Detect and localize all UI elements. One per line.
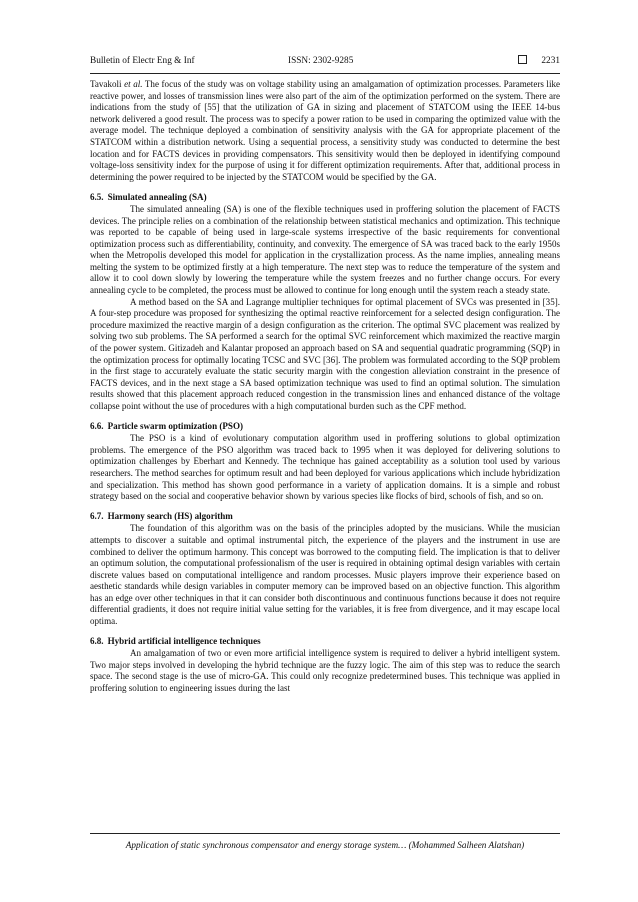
section-number: 6.6. — [90, 420, 104, 431]
section-number: 6.8. — [90, 635, 104, 646]
section-number: 6.7. — [90, 511, 104, 522]
issn: ISSN: 2302-9285 — [288, 56, 354, 66]
intro-text: The focus of the study was on voltage stability using an amalgamation of optimization processes. Parameters like reactive power, and losses of transmission lines were also part of the aim of the optimization performed on the system. There are indications from the study of [55] that the utilization of GA in sizing and placement of STATCOM using the IEEE 14-bus network delivered a good result. The process was to specify a power ration to be used in comparing the optimized value with the average model. The technique deployed a combination of sensitivity analysis with the GA for appropriate placement of the STATCOM within a distribution network. Using a sequential process, a sensitivity study was conducted to determine the best location and for FACTS devices in providing compensators. This sensitivity would then be deployed in identifying compound voltage-loss sensitivity index for the purpose of using it for different optimization requirements. After that, additional process in determining the power required to be injected by the STATCOM would be specified by the GA. — [90, 79, 560, 182]
section-paragraph: The simulated annealing (SA) is one of the flexible techniques used in proffering solution the placement of FACTS devices. The principle relies on a combination of the relationship between statistical mechanics and optimization. This technique was reported to be capable of being used in large-scale systems irrespective of the basic requirements for conventional optimization process such as differentiability, continuity, and convexity. The emergence of SA was traced back to the early 1950s when the Metropolis developed this model for application in the crystallization process. As the name implies, annealing means melting the system to be optimized firstly at a high temperature. The next step was to reduce the temperature of the system and allow it to cool down slowly by lowering the temperature while the system freezes and no further change occurs. For every annealing cycle to be completed, the process must be allowed to continue for long enough until the system reach a steady state. — [90, 203, 560, 296]
section-title: Simulated annealing (SA) — [107, 191, 207, 202]
footer-divider — [90, 833, 560, 834]
section-heading-6-8 — [90, 636, 560, 648]
section-number: 6.5. — [90, 191, 104, 202]
cited-author: Tavakoli — [90, 79, 122, 89]
section-heading-6-6 — [90, 421, 560, 433]
section-title: Harmony search (HS) algorithm — [107, 511, 233, 522]
page-number: 2231 — [541, 56, 560, 66]
et-al: et al. — [124, 79, 143, 89]
page-footer: Application of static synchronous compensator and energy storage system… (Mohammed Salheen Alatshan) — [125, 840, 525, 850]
body-text — [90, 79, 560, 695]
checkbox-square-icon — [518, 55, 527, 64]
section-title: Particle swarm optimization (PSO) — [107, 420, 243, 431]
page-number-group — [518, 54, 560, 68]
section-heading-6-5 — [90, 192, 560, 204]
intro-paragraph — [90, 79, 560, 183]
section-paragraph: A method based on the SA and Lagrange multiplier techniques for optimal placement of SVCs was presented in [35]. A four-step procedure was proposed for synthesizing the optimal reactive reinforcement for a selected design configuration. The procedure maximized the reactive margin of a design configuration as the criterion. The optimal SVC placement was realized by solving two sub problems. The SA performed a search for the optimal SVC reinforcement which maximized the reactive margin of the power system. Gitizadeh and Kalantar proposed an approach based on SA and sequential quadratic programming (SQP) in the optimization process for optimally locating TCSC and SVC [36]. The problem was formulated according to the SQP problem in the first stage to accurately evaluate the static security margin with the congestion alleviation constraint in the presence of FACTS devices, and in the next stage a SA based optimization technique was used to find an optimal solution. The simulation results showed that this placement approach reduced congestion in the transmission lines and enhanced distance of the voltage collapse point without the use of procedures with a high computational burden such as the CPF method. — [90, 296, 560, 412]
section-title: Hybrid artificial intelligence techniques — [107, 635, 261, 646]
section-heading-6-7 — [90, 511, 560, 523]
page-header — [90, 54, 560, 68]
header-divider — [90, 73, 560, 74]
section-paragraph: The PSO is a kind of evolutionary computation algorithm used in proffering solutions to global optimization problems. The emergence of the PSO algorithm was traced back to 1995 when it was deployed for delivering solutions to optimization challenges by Eberhart and Kennedy. The technique has gained acceptability as a solution tool used by various researchers. The method searches for optimum result and had been deployed for various applications which include hybridization and specialization. This method has shown good performance in a variety of application domains. It is a simple and robust strategy based on the social and cooperative behavior shown by various species like flocks of bird, schools of fish, and so on. — [90, 433, 560, 502]
section-paragraph: An amalgamation of two or even more artificial intelligence system is required to deliver a hybrid intelligent system. Two major steps involved in developing the hybrid technique are the fuzzy logic. The aim of this step was to reduce the search space. The second stage is the use of micro-GA. This could only recognize predetermined buses. This technique was applied in proffering solution to engineering issues during the last — [90, 648, 560, 694]
section-paragraph: The foundation of this algorithm was on the basis of the principles adopted by the musicians. While the musician attempts to discover a suitable and optimal instrumental pitch, the experience of the players and the instrument in use are combined to deliver the optimum harmony. This concept was borrowed to the computing field. The implication is that to deliver an optimum solution, the computational professionalism of the user is required in obtaining optimal design variables with certain discrete values based on computational intelligence and random processes. Music players improve their experience based on aesthetic standards while design variables in computer memory can be improved based on an objective function. This algorithm has an edge over other techniques in that it can consider both discontinuous and continuous functions because it does not require differential gradients, it does not require initial value setting for the variables, it is free from divergence, and it may escape local optima. — [90, 523, 560, 627]
journal-name: Bulletin of Electr Eng & Inf — [90, 56, 195, 66]
